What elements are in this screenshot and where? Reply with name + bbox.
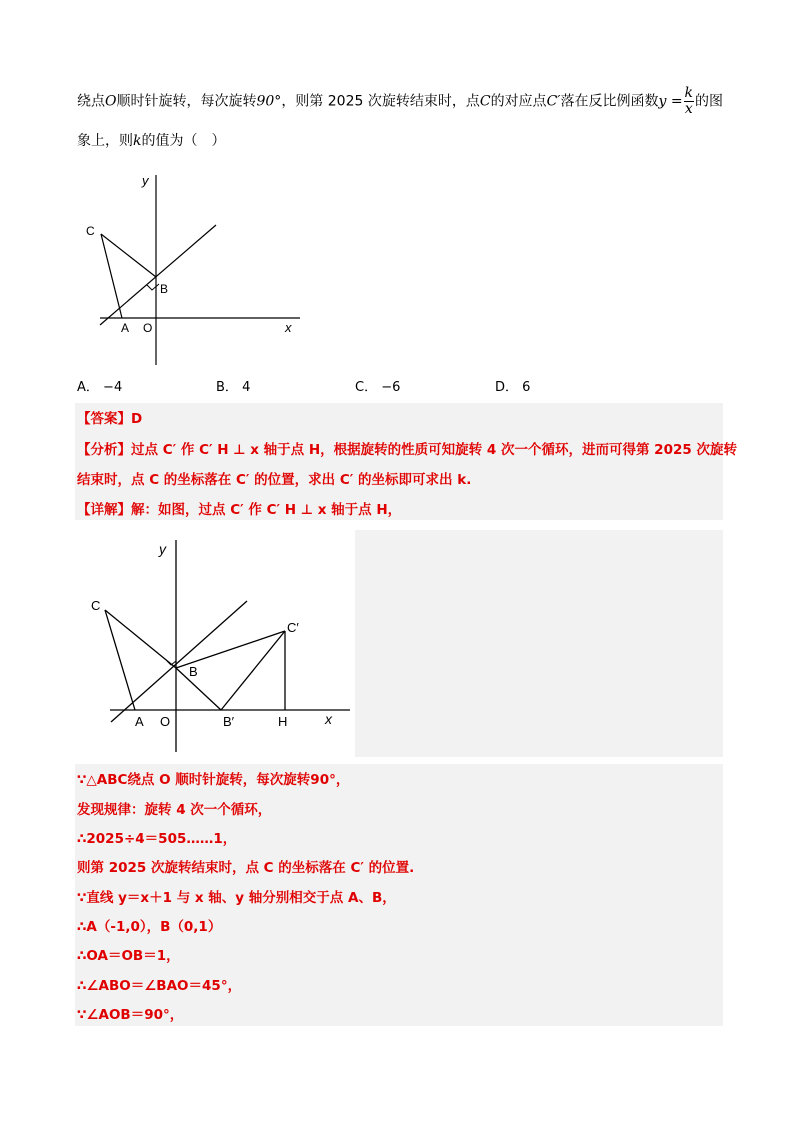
solution-line: 发现规律：旋转 4 次一个循环，: [77, 802, 272, 818]
analysis-line-2: 结束时，点 C 的坐标落在 C′ 的位置，求出 C′ 的坐标即可求出 k.: [77, 472, 472, 488]
q-function: y =: [658, 93, 683, 110]
fig2-segment-bprime-cprime: [221, 631, 285, 710]
option-c[interactable]: [355, 378, 400, 398]
fig2-label-h: H: [278, 714, 288, 729]
solution-line: ∴A（-1,0），B（0,1）: [77, 919, 222, 935]
q-text: 绕点: [77, 93, 105, 110]
fig2-label-bprime: B′: [223, 714, 235, 729]
fig1-right-angle: [147, 284, 159, 290]
figure-2: [75, 530, 355, 756]
solution-line: ∴OA＝OB＝1，: [77, 948, 180, 964]
solution-line: ∵直线 y＝x＋1 与 x 轴、y 轴分别相交于点 A、B，: [77, 890, 396, 906]
q-text: 的对应点: [490, 93, 547, 110]
fig1-line-ab: [100, 225, 216, 325]
q-k: k: [133, 133, 142, 149]
option-value: −4: [103, 380, 123, 395]
fig1-label-c: C: [86, 224, 95, 238]
q-text: ，则第 2025 次旋转结束时，点: [281, 93, 480, 110]
fig1-segment-ca: [101, 234, 122, 318]
q-text: 落在反比例函数: [560, 93, 659, 110]
q-text: 的图: [695, 93, 724, 110]
fig1-x-label: x: [285, 320, 292, 335]
fig1-label-b: B: [160, 282, 169, 296]
option-value: 6: [522, 380, 531, 395]
q-point-o: O: [105, 93, 117, 110]
q-point-c: C: [479, 93, 491, 110]
option-b[interactable]: [216, 378, 250, 398]
q-point-cprime: C′: [546, 93, 561, 110]
q-fraction-den: x: [684, 101, 693, 117]
detail-line: 【详解】解：如图，过点 C′ 作 C′ H ⊥ x 轴于点 H，: [77, 502, 402, 518]
option-letter: B．: [216, 380, 238, 395]
fig1-label-o: O: [143, 321, 153, 335]
option-letter: C．: [355, 380, 378, 395]
fig2-label-c: C: [91, 598, 101, 613]
option-a[interactable]: [77, 378, 122, 398]
analysis-line-1: 【分析】过点 C′ 作 C′ H ⊥ x 轴于点 H，根据旋转的性质可知旋转 4 次一个循环，进而可得第 2025 次旋转: [77, 442, 737, 458]
fig2-segment-bbprime: [176, 668, 221, 710]
option-d[interactable]: [495, 378, 530, 398]
fig1-label-a: A: [121, 321, 130, 335]
q-fraction: [684, 86, 694, 117]
option-value: −6: [381, 380, 401, 395]
fig2-label-a: A: [135, 714, 144, 729]
fig2-y-label: y: [159, 541, 166, 557]
fig2-segment-cb: [105, 610, 176, 668]
fig2-segment-ca: [105, 610, 135, 710]
q-angle: 90°: [256, 93, 282, 110]
fig2-x-label: x: [325, 711, 332, 727]
question-line-1: [77, 86, 723, 117]
option-letter: A．: [77, 380, 99, 395]
fig1-y-label: y: [142, 173, 149, 188]
solution-line: ∴∠ABO＝∠BAO＝45°，: [77, 978, 242, 994]
q-text: 象上，则: [77, 133, 133, 149]
option-value: 4: [242, 380, 251, 395]
question-line-2: [77, 131, 225, 151]
figure-2-gray-edge: [355, 530, 723, 757]
q-text: 的值为（ ）: [141, 133, 226, 149]
solution-line: ∴2025÷4＝505……1，: [77, 831, 237, 847]
fig2-label-o: O: [160, 714, 171, 729]
solution-line: 则第 2025 次旋转结束时，点 C 的坐标落在 C′ 的位置.: [77, 860, 415, 876]
answer-line: 【答案】D: [77, 411, 143, 427]
fig2-label-cprime: C′: [287, 620, 299, 635]
fig2-label-b: B: [189, 664, 198, 679]
solution-line: ∵△ABC绕点 O 顺时针旋转，每次旋转90°，: [77, 772, 350, 788]
q-fraction-num: k: [684, 85, 694, 101]
q-text: 顺时针旋转，每次旋转: [116, 93, 257, 110]
fig1-segment-cb: [101, 234, 156, 277]
solution-line: ∵∠AOB＝90°，: [77, 1007, 184, 1023]
figure-1: [80, 165, 320, 375]
option-letter: D．: [495, 380, 519, 395]
